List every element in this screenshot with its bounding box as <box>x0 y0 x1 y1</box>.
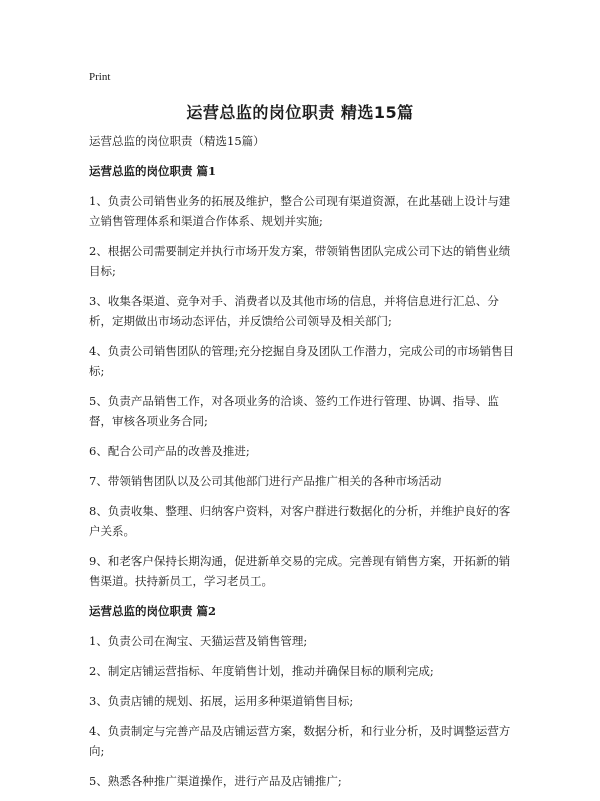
document-title: 运营总监的岗位职责 精选15篇 <box>186 103 414 122</box>
section-1-item-7: 7、带领销售团队以及公司其他部门进行产品推广相关的各种市场活动 <box>89 474 442 488</box>
document-body <box>89 131 519 801</box>
section-2-item-5: 5、熟悉各种推广渠道操作，进行产品及店铺推广; <box>89 774 342 788</box>
section-1-item-6: 6、配合公司产品的改善及推进; <box>89 444 250 458</box>
section-1-item-8: 8、负责收集、整理、归纳客户资料，对客户群进行数据化的分析，并维护良好的客户关系。 <box>89 504 511 538</box>
section-1-item-3: 3、收集各渠道、竞争对手、消费者以及其他市场的信息，并将信息进行汇总、分析，定期做出市场动态评估，并反馈给公司领导及相关部门; <box>89 294 499 328</box>
section-1-item-1: 1、负责公司销售业务的拓展及维护，整合公司现有渠道资源，在此基础上设计与建立销售管理体系和渠道合作体系、规划并实施; <box>89 194 511 228</box>
section-1-item-5: 5、负责产品销售工作，对各项业务的洽谈、签约工作进行管理、协调、指导、监督，审核各项业务合同; <box>89 394 499 428</box>
print-label[interactable]: Print <box>89 71 111 83</box>
section-2-item-2: 2、制定店铺运营指标、年度销售计划，推动并确保目标的顺利完成; <box>89 664 434 678</box>
section-1-item-2: 2、根据公司需要制定并执行市场开发方案，带领销售团队完成公司下达的销售业绩目标; <box>89 244 511 278</box>
section-1-item-9: 9、和老客户保持长期沟通，促进新单交易的完成。完善现有销售方案，开拓新的销售渠道。扶持新员工，学习老员工。 <box>89 554 511 588</box>
section-heading-2: 运营总监的岗位职责 篇2 <box>89 604 217 618</box>
section-1-item-4: 4、负责公司销售团队的管理;充分挖掘自身及团队工作潜力，完成公司的市场销售目标; <box>89 344 515 378</box>
document-subtitle: 运营总监的岗位职责（精选15篇） <box>89 134 265 148</box>
section-2-item-3: 3、负责店铺的规划、拓展，运用多种渠道销售目标; <box>89 694 354 708</box>
section-2-item-1: 1、负责公司在淘宝、天猫运营及销售管理; <box>89 634 308 648</box>
section-heading-1: 运营总监的岗位职责 篇1 <box>89 164 217 178</box>
section-2-item-4: 4、负责制定与完善产品及店铺运营方案，数据分析，和行业分析，及时调整运营方向; <box>89 724 511 758</box>
